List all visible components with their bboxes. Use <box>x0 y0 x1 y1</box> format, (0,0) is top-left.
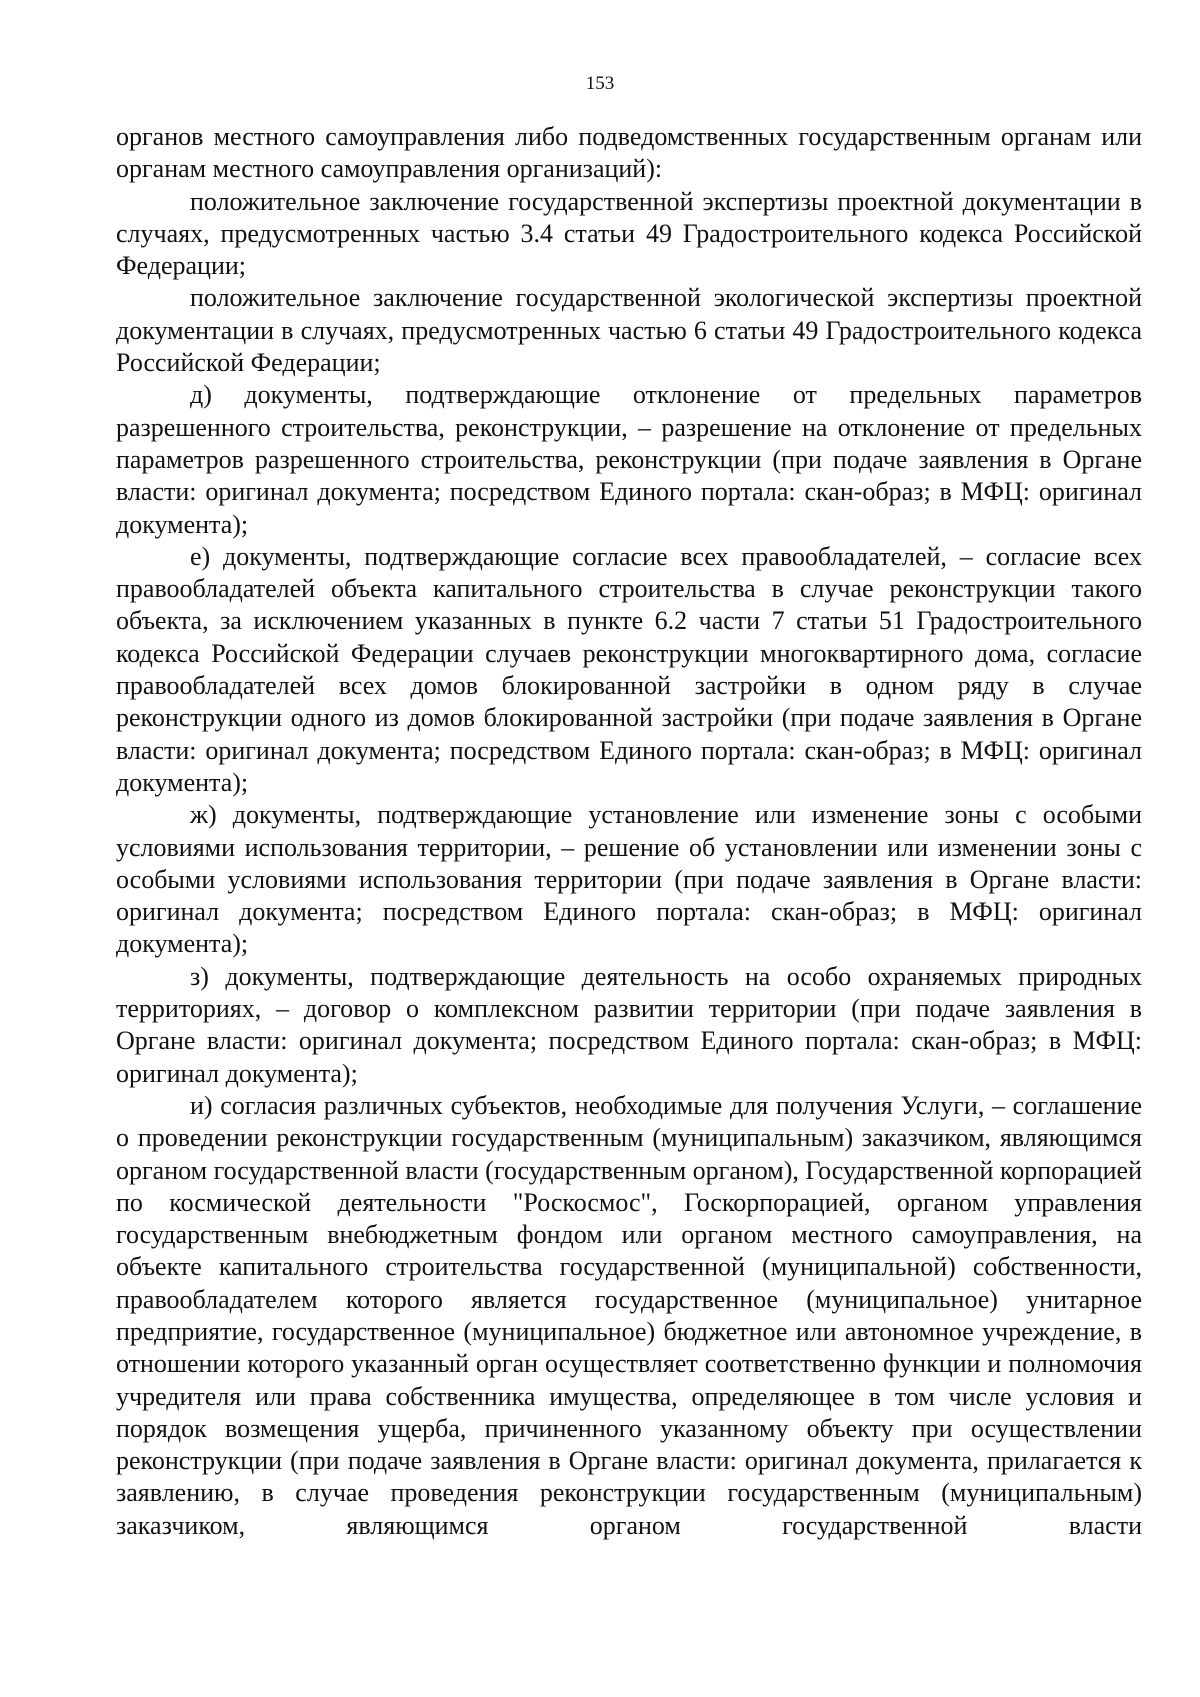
paragraph-item-e: е) документы, подтверждающие согласие всех правообладателей, – согласие всех правообладателей объекта капитального строительства в случае реконструкции такого объекта, за исключением указанных в пункте 6.2 части 7 статьи 51 Градостроительного кодекса Российской Федерации случаев реконструкции многоквартирного дома, согласие правообладателей всех домов блокированной застройки в одном ряду в случае реконструкции одного из домов блокированной застройки (при подаче заявления в Органе власти: оригинал документа; посредством Единого портала: скан-образ; в МФЦ: оригинал документа); <box>116 541 1142 797</box>
paragraph-intro: органов местного самоуправления либо подведомственных государственным органам или органам местного самоуправления организаций): <box>116 122 1142 184</box>
paragraph-item-d: д) документы, подтверждающие отклонение от предельных параметров разрешенного строительства, реконструкции, – разрешение на отклонение от предельных параметров разрешенного строительства, реконструкции (при подаче заявления в Органе власти: оригинал документа; посредством Единого портала: скан-образ; в МФЦ: оригинал документа); <box>116 380 1142 539</box>
page-number: 153 <box>585 73 615 94</box>
paragraph-expertise-conclusion: положительное заключение государственной экспертизы проектной документации в случаях, предусмотренных частью 3.4 статьи 49 Градостроительного кодекса Российской Федерации; <box>116 186 1142 281</box>
paragraph-item-i: и) согласия различных субъектов, необходимые для получения Услуги, – соглашение о проведении реконструкции государственным (муниципальным) заказчиком, являющимся органом государственной власти (государственным органом), Государственной корпорацией по космической деятельности "Роскосмос", Госкорпорацией, органом управления государственным внебюджетным фондом или органом местного самоуправления, на объекте капитального строительства государственной (муниципальной) собственности, правообладателем которого является государственное (муниципальное) унитарное предприятие, государственное (муниципальное) бюджетное или автономное учреждение, в отношении которого указанный орган осуществляет соответственно функции и полномочия учредителя или права собственника имущества, определяющее в том числе условия и порядок возмещения ущерба, причиненного указанному объекту при осуществлении реконструкции (при подаче заявления в Органе власти: оригинал документа, прилагается к заявлению, в случае проведения реконструкции государственным (муниципальным) заказчиком, являющимся органом государственной власти <box>116 1090 1142 1540</box>
paragraph-ecological-expertise: положительное заключение государственной экологической экспертизы проектной документации в случаях, предусмотренных частью 6 статьи 49 Градостроительного кодекса Российской Федерации; <box>116 283 1142 378</box>
document-body <box>116 121 1142 1542</box>
paragraph-item-z: з) документы, подтверждающие деятельность на особо охраняемых природных территориях, – договор о комплексном развитии территории (при подаче заявления в Органе власти: оригинал документа; посредством Единого портала: скан-образ; в МФЦ: оригинал документа); <box>116 961 1142 1088</box>
paragraph-item-zh: ж) документы, подтверждающие установление или изменение зоны с особыми условиями использования территории, – решение об установлении или изменении зоны с особыми условиями использования территории (при подаче заявления в Органе власти: оригинал документа; посредством Единого портала: скан-образ; в МФЦ: оригинал документа); <box>116 800 1142 959</box>
